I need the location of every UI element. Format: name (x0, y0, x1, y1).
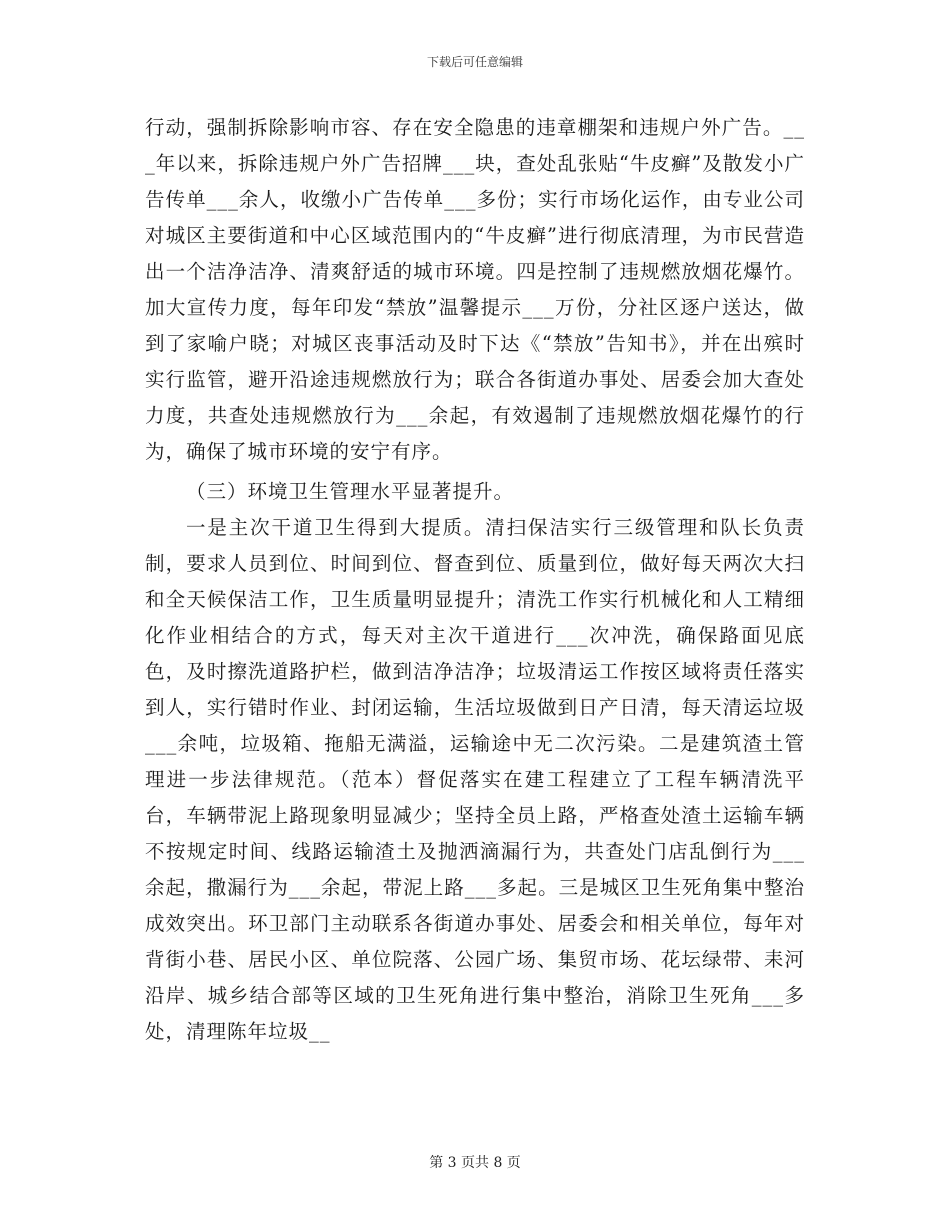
page-number-footer: 第 3 页共 8 页 (429, 1155, 521, 1171)
body-paragraph-1: 行动，强制拆除影响市容、存在安全隐患的违章棚架和违规户外广告。___年以来，拆除违规户外广告招牌___块，查处乱张贴“牛皮癣”及散发小广告传单___余人，收缴小广告传单___多份；实行市场化运作，由专业公司对城区主要街道和中心区域范围内的“牛皮癣”进行彻底清理，为市民营造出一个洁净洁净、清爽舒适的城市环境。四是控制了违规燃放烟花爆竹。加大宣传力度，每年印发“禁放”温馨提示___万份，分社区逐户送达，做到了家喻户晓；对城区丧事活动及时下达《“禁放”告知书》，并在出殡时实行监管，避开沿途违规燃放行为；联合各街道办事处、居委会加大查处力度，共查处违规燃放行为___余起，有效遏制了违规燃放烟花爆竹的行为，确保了城市环境的安宁有序。 (145, 116, 805, 463)
page-header-note: 下载后可任意编辑 (426, 55, 523, 69)
document-body (145, 110, 805, 1050)
section-heading: （三）环境卫生管理水平显著提升。 (186, 480, 515, 503)
body-paragraph-2: 一是主次干道卫生得到大提质。清扫保洁实行三级管理和队长负责制，要求人员到位、时间到位、督查到位、质量到位，做好每天两次大扫和全天候保洁工作，卫生质量明显提升；清洗工作实行机械化和人工精细化作业相结合的方式，每天对主次干道进行___次冲洗，确保路面见底色，及时擦洗道路护栏，做到洁净洁净；垃圾清运工作按区域将责任落实到人，实行错时作业、封闭运输，生活垃圾做到日产日清，每天清运垃圾___余吨，垃圾箱、拖船无满溢，运输途中无二次污染。二是建筑渣土管理进一步法律规范。（范本）督促落实在建工程建立了工程车辆清洗平台，车辆带泥上路现象明显减少；坚持全员上路，严格查处渣土运输车辆不按规定时间、线路运输渣土及抛洒滴漏行为，共查处门店乱倒行为___余起，撒漏行为___余起，带泥上路___多起。三是城区卫生死角集中整治成效突出。环卫部门主动联系各街道办事处、居委会和相关单位，每年对背街小巷、居民小区、单位院落、公园广场、集贸市场、花坛绿带、耒河沿岸、城乡结合部等区域的卫生死角进行集中整治，消除卫生死角___多处，清理陈年垃圾__ (145, 516, 805, 1043)
